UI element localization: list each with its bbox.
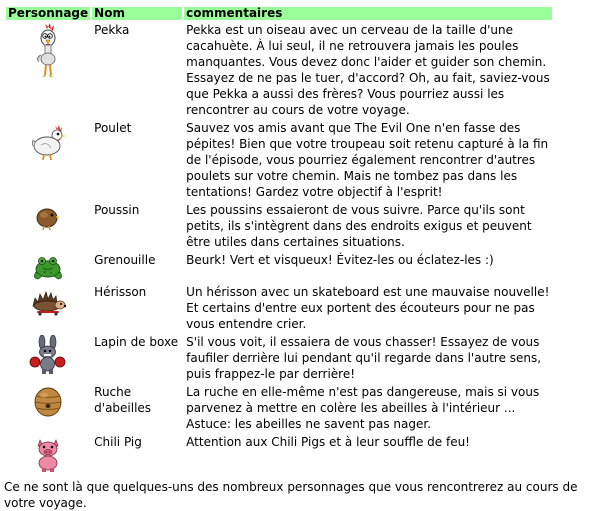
- characters-table: [4, 5, 554, 475]
- table-row: [6, 434, 552, 473]
- beehive-icon: [31, 386, 65, 418]
- character-name: Hérisson: [94, 285, 147, 299]
- chicken-icon: [29, 122, 67, 162]
- character-comment: Beurk! Vert et visqueux! Évitez-les ou éclatez-les :): [186, 253, 494, 267]
- character-comment: Pekka est un oiseau avec un cerveau de la taille d'une cacahuète. À lui seul, il ne retrouvera jamais les poules manquantes. Vous devez donc l'aider et guider son chemin. Essayez de ne pas le tuer, d'accord? Oh, au fait, saviez-vous que Pekka a aussi des frères? Vous pourriez aussi les rencontrer au cours de votre voyage.: [186, 23, 550, 117]
- character-comment: Attention aux Chili Pigs et à leur souffle de feu!: [186, 435, 470, 449]
- character-comment: Les poussins essaieront de vous suivre. Parce qu'ils sont petits, ils s'intègrent dans des endroits exigus et peuvent être utiles dans certaines situations.: [186, 203, 532, 249]
- hedgehog-icon: [29, 286, 67, 316]
- character-comment: Sauvez vos amis avant que The Evil One n'en fasse des pépites! Bien que votre troupeau soit retenu capturé à la fin de l'épisode, vous pourriez également rencontrer d'autres poulets sur votre chemin. Mais ne tombez pas dans les tentations! Gardez votre objectif à l'esprit!: [186, 121, 549, 199]
- frog-icon: [31, 254, 65, 282]
- table-row: [6, 384, 552, 432]
- character-tip: Astuce: les abeilles ne savent pas nager.: [186, 417, 432, 431]
- character-comment: Un hérisson avec un skateboard est une mauvaise nouvelle! Et certains d'entre eux portent des écouteurs pour ne pas vous entendre crier.: [186, 285, 550, 331]
- table-row: [6, 284, 552, 332]
- header-nom: Nom: [92, 7, 182, 20]
- pig-icon: [31, 435, 65, 473]
- table-row: [6, 22, 552, 118]
- character-comment: La ruche en elle-même n'est pas dangereuse, mais si vous parvenez à mettre en colère les abeilles à l'intérieur ...: [186, 385, 540, 415]
- character-comment: S'il vous voit, il essaiera de vous chasser! Essayez de vous faufiler derrière lui pendant qu'il regarde dans l'autre sens, puis frappez-le par derrière!: [186, 335, 542, 381]
- header-row: [6, 7, 552, 20]
- table-row: [6, 120, 552, 200]
- boxing-rabbit-icon: [29, 335, 67, 375]
- header-personnage: Personnage: [8, 6, 89, 20]
- character-name: Poulet: [94, 121, 132, 135]
- character-name: Pekka: [94, 23, 130, 37]
- header-commentaires: commentaires: [184, 7, 552, 20]
- chick-icon: [34, 205, 62, 231]
- table-row: [6, 252, 552, 282]
- character-name: Poussin: [94, 203, 140, 217]
- table-row: [6, 202, 552, 250]
- character-name: Chili Pig: [94, 435, 142, 449]
- character-name: Grenouille: [94, 253, 156, 267]
- character-name: Lapin de boxe: [94, 335, 179, 349]
- footer-text: Ce ne sont là que quelques-uns des nombreux personnages que vous rencontrerez au cours de votre voyage.: [4, 480, 578, 510]
- table-row: [6, 334, 552, 382]
- character-name: Ruche d'abeilles: [94, 385, 152, 415]
- rooster-icon: [31, 22, 65, 78]
